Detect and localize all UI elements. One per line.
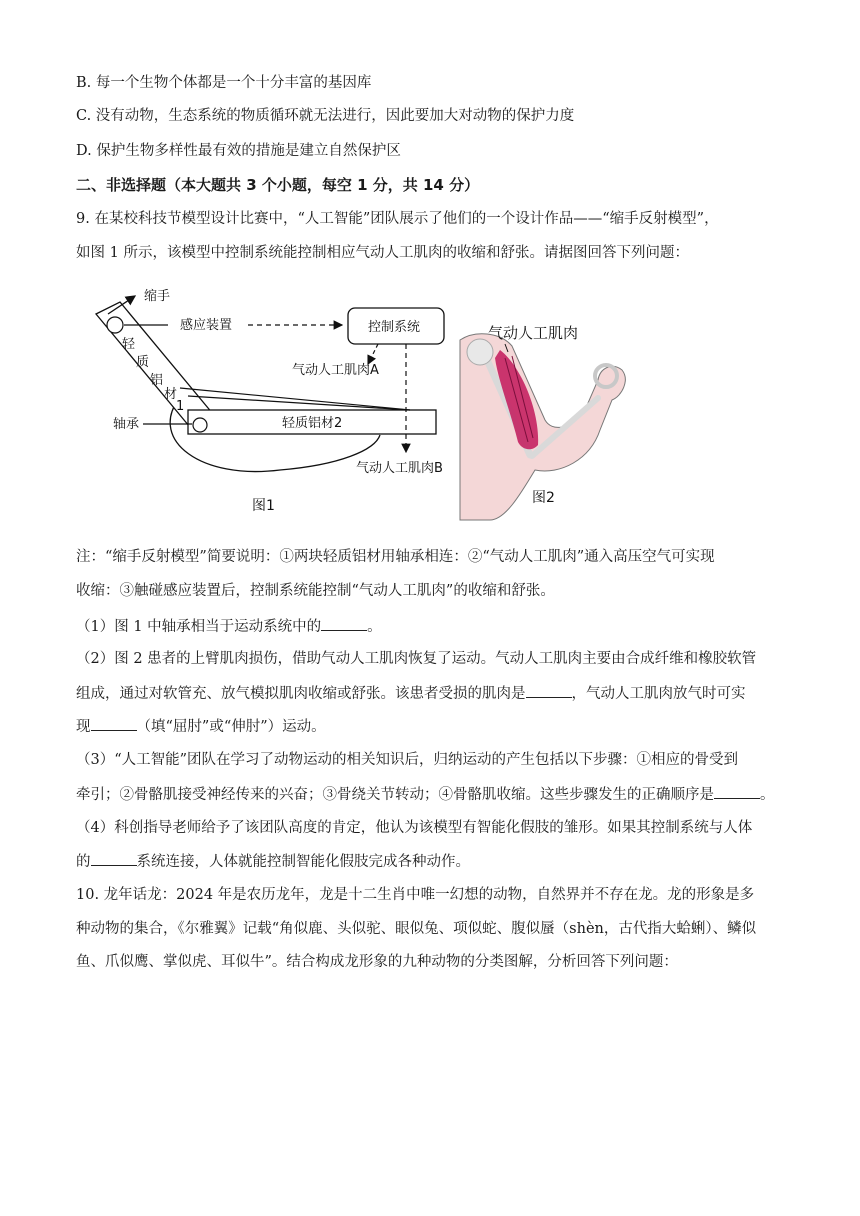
label-muscle-a: 气动人工肌肉A [292,363,379,378]
rod1-char-2: 质 [136,355,150,370]
q9-intro-line1: 9. 在某校科技节模型设计比赛中，“人工智能”团队展示了他们的一个设计作品——“缩手反射模型”， [76,211,719,227]
figure2-caption: 图2 [532,490,555,506]
q9-sub2-line3 [76,716,326,737]
q9-sub2-text2: ，气动人工肌肉放气时可实 [571,686,746,702]
figure-1 [96,289,444,514]
q9-intro-line2: 如图 1 所示，该模型中控制系统能控制相应气动人工肌肉的收缩和舒张。请据图回答下列问题： [76,245,689,261]
q9-sub3-text: 牵引；②骨骼肌接受神经传来的兴奋；③骨绕关节转动；④骨骼肌收缩。这些步骤发生的正确顺序是 [76,787,714,803]
figure-area [0,270,860,525]
q9-sub4-line2 [76,851,470,872]
q9-sub1-text: （1）图 1 中轴承相当于运动系统中的 [76,619,322,635]
q9-sub2-text4: （填“屈肘”或“伸肘”）运动。 [136,719,326,735]
label-control: 控制系统 [368,320,421,335]
label-shrink: 缩手 [144,289,171,304]
sensor-circle [107,317,123,333]
q9-sub3-end: 。 [760,787,775,803]
section-heading: 二、非选择题（本大题共 3 个小题，每空 1 分，共 14 分） [76,176,480,194]
q9-sub2-text3: 现 [76,719,91,735]
q10-line1: 10. 龙年话龙：2024 年是农历龙年，龙是十二生肖中唯一幻想的动物，自然界并不存在龙。龙的形象是多 [76,887,755,903]
rod1-char-1: 轻 [122,337,136,352]
q9-sub2-line1: （2）图 2 患者的上臂肌肉损伤，借助气动人工肌肉恢复了运动。气动人工肌肉主要由合成纤维和橡胶软管 [76,651,757,667]
option-b: B. 每一个生物个体都是一个十分丰富的基因库 [76,75,372,91]
q9-sub2-blank2[interactable] [91,716,137,731]
q9-sub1 [76,616,382,637]
label-rod2: 轻质铝材2 [282,416,343,431]
label-fig2-muscle: 气动人工肌肉 [488,324,579,342]
rod1-char-4: 材 [164,387,178,402]
q9-sub3-line1: （3）“人工智能”团队在学习了动物运动的相关知识后，归纳运动的产生包括以下步骤：①相应的骨受到 [76,752,739,768]
q10-line3: 鱼、爪似鹰、掌似虎、耳似牛”。结合构成龙形象的九种动物的分类图解，分析回答下列问题： [76,954,678,970]
option-c: C. 没有动物，生态系统的物质循环就无法进行，因此要加大对动物的保护力度 [76,108,575,124]
figure-2 [460,324,625,520]
label-sensor: 感应装置 [180,318,233,333]
q9-sub4-text: 的 [76,854,91,870]
q9-note-line1: 注：“缩手反射模型”简要说明：①两块轻质铝材用轴承相连：②“气动人工肌肉”通入高压空气可实现 [76,549,715,565]
q9-note-line2: 收缩：③触碰感应装置后，控制系统能控制“气动人工肌肉”的收缩和舒张。 [76,583,555,599]
q9-sub3-line2 [76,784,775,805]
q9-sub1-blank[interactable] [321,616,367,631]
q10-line2: 种动物的集合，《尔雅翼》记载“角似鹿、头似驼、眼似兔、项似蛇、腹似蜃（shèn，古代指大蛤蜊）、鳞似 [76,921,757,937]
q9-sub4-blank[interactable] [91,851,137,866]
q9-sub3-blank[interactable] [714,784,760,799]
q9-sub4-line1: （4）科创指导老师给予了该团队高度的肯定，他认为该模型有智能化假肢的雏形。如果其控制系统与人体 [76,820,753,836]
q9-sub4-end: 系统连接，人体就能控制智能化假肢完成各种动作。 [136,854,470,870]
q9-sub1-end: 。 [367,619,382,635]
bearing-circle [193,418,207,432]
q9-sub2-text: 组成，通过对软管充、放气模拟肌肉收缩或舒张。该患者受损的肌肉是 [76,686,526,702]
label-muscle-b: 气动人工肌肉B [356,461,443,476]
option-d: D. 保护生物多样性最有效的措施是建立自然保护区 [76,143,401,159]
figure1-caption: 图1 [252,498,275,514]
q9-sub2-line2 [76,683,746,704]
q9-sub2-blank1[interactable] [526,683,572,698]
rod1-char-3: 铝 [150,373,164,388]
label-bearing: 轴承 [113,417,140,432]
rod1-char-5: 1 [176,399,185,414]
